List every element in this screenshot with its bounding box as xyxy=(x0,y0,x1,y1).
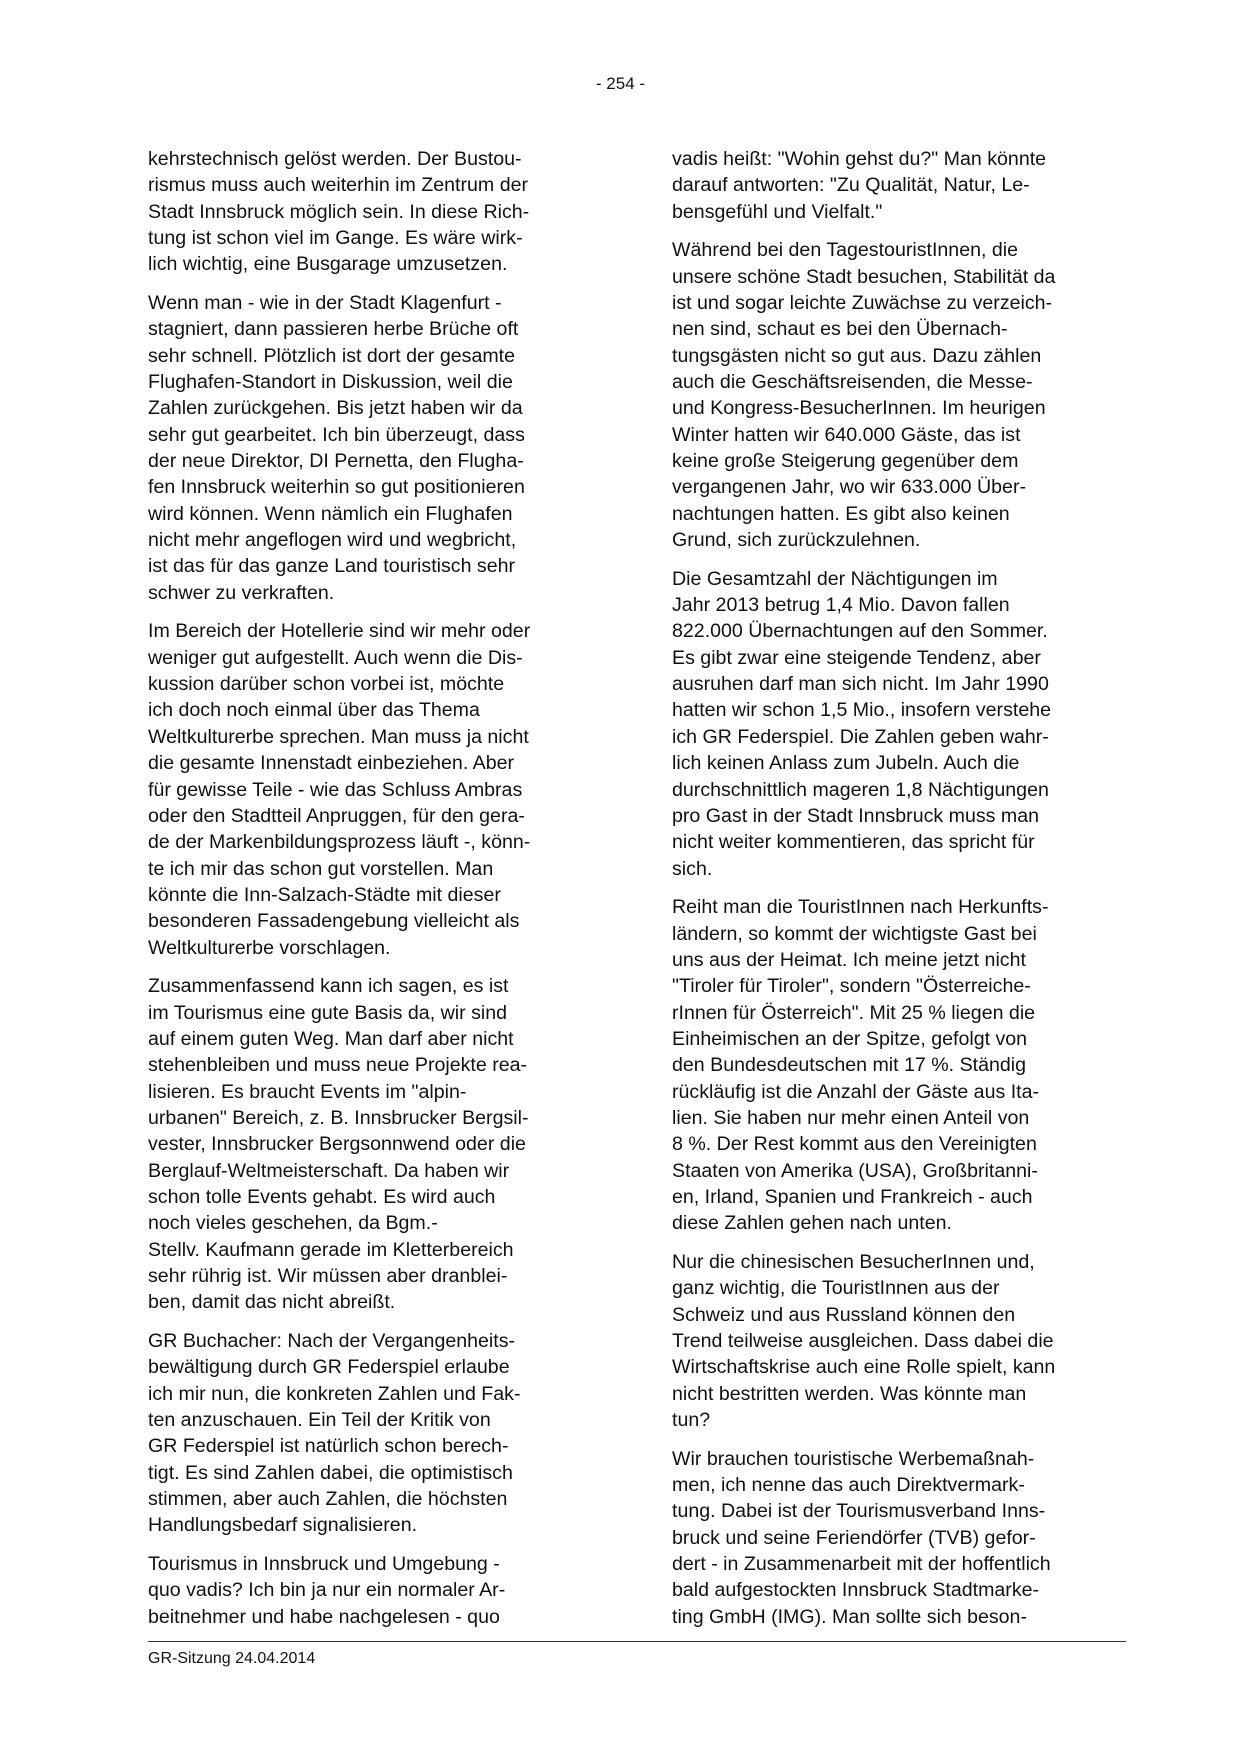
text-line: ausruhen darf man sich nicht. Im Jahr 1990 xyxy=(672,673,1049,696)
text-line: ist das für das ganze Land touristisch sehr xyxy=(148,555,516,578)
text-line: "Tiroler für Tiroler", sondern "Österreiche- xyxy=(672,975,1031,998)
text-line: dert - in Zusammenarbeit mit der hoffentlich xyxy=(672,1553,1051,1576)
text-line: Schweiz und aus Russland können den xyxy=(672,1303,1016,1326)
text-line: stimmen, aber auch Zahlen, die höchsten xyxy=(148,1488,508,1511)
text-line: besonderen Fassadengebung vielleicht als xyxy=(148,910,520,933)
text-line: Flughafen-Standort in Diskussion, weil die xyxy=(148,371,513,394)
paragraph xyxy=(148,1328,618,1539)
text-line: stehenbleiben und muss neue Projekte rea- xyxy=(148,1054,528,1077)
paragraph xyxy=(148,146,618,278)
text-line: unsere schöne Stadt besuchen, Stabilität da xyxy=(672,265,1056,288)
text-line: bruck und seine Feriendörfer (TVB) gefor- xyxy=(672,1526,1036,1549)
text-line: sehr schnell. Plötzlich ist dort der gesamte xyxy=(148,344,516,367)
text-line: ländern, so kommt der wichtigste Gast bei xyxy=(672,922,1037,945)
footer-divider xyxy=(148,1641,1126,1642)
text-line: vergangenen Jahr, wo wir 633.000 Über- xyxy=(672,476,1026,499)
text-line: uns aus der Heimat. Ich meine jetzt nicht xyxy=(672,948,1026,971)
text-line: lich wichtig, eine Busgarage umzusetzen. xyxy=(148,253,508,276)
text-line: Die Gesamtzahl der Nächtigungen im xyxy=(672,567,998,590)
text-line: wird können. Wenn nämlich ein Flughafen xyxy=(148,502,513,525)
text-line: rInnen für Österreich". Mit 25 % liegen die xyxy=(672,1001,1036,1024)
text-line: ich doch noch einmal über das Thema xyxy=(148,699,480,722)
text-line: darauf antworten: "Zu Qualität, Natur, Le- xyxy=(672,174,1030,197)
text-line: fen Innsbruck weiterhin so gut positionieren xyxy=(148,476,525,499)
text-line: Wenn man - wie in der Stadt Klagenfurt - xyxy=(148,292,502,315)
text-line: nen sind, schaut es bei den Übernach- xyxy=(672,318,1008,341)
text-line: im Tourismus eine gute Basis da, wir sind xyxy=(148,1001,508,1024)
text-line: Weltkulturerbe sprechen. Man muss ja nicht xyxy=(148,725,529,748)
text-line: durchschnittlich mageren 1,8 Nächtigungen xyxy=(672,778,1049,801)
text-line: den Bundesdeutschen mit 17 %. Ständig xyxy=(672,1054,1027,1077)
text-line: tung. Dabei ist der Tourismusverband Inns- xyxy=(672,1500,1046,1523)
text-line: Nur die chinesischen BesucherInnen und, xyxy=(672,1250,1035,1273)
text-line: tungsgästen nicht so gut aus. Dazu zählen xyxy=(672,344,1042,367)
text-line: vadis heißt: "Wohin gehst du?" Man könnte xyxy=(672,148,1047,170)
text-line: pro Gast in der Stadt Innsbruck muss man xyxy=(672,804,1040,827)
text-line: ich GR Federspiel. Die Zahlen geben wahr- xyxy=(672,725,1049,748)
text-line: Handlungsbedarf signalisieren. xyxy=(148,1514,418,1537)
text-line: tun? xyxy=(672,1409,711,1431)
paragraph xyxy=(672,146,1142,225)
text-line: GR Buchacher: Nach der Vergangenheits- xyxy=(148,1329,516,1352)
text-line: noch vieles geschehen, da Bgm.- xyxy=(148,1212,438,1235)
text-line: der neue Direktor, DI Pernetta, den Flugha- xyxy=(148,450,524,473)
text-line: die gesamte Innenstadt einbeziehen. Aber xyxy=(148,752,515,775)
paragraph xyxy=(672,237,1142,553)
text-line: lien. Sie haben nur mehr einen Anteil von xyxy=(672,1106,1030,1129)
paragraph xyxy=(148,1551,618,1630)
text-line: oder den Stadtteil Anpruggen, für den gera- xyxy=(148,804,525,827)
text-line: ist und sogar leichte Zuwächse zu verzeich- xyxy=(672,292,1053,315)
text-line: Reiht man die TouristInnen nach Herkunfts- xyxy=(672,896,1049,919)
text-line: schon tolle Events gehabt. Es wird auch xyxy=(148,1185,496,1208)
text-line: Wirtschaftskrise auch eine Rolle spielt, kann xyxy=(672,1356,1056,1379)
text-line: Winter hatten wir 640.000 Gäste, das ist xyxy=(672,423,1021,446)
text-line: hatten wir schon 1,5 Mio., insofern verstehe xyxy=(672,699,1052,722)
text-line: Zusammenfassend kann ich sagen, es ist xyxy=(148,975,509,998)
text-line: kehrstechnisch gelöst werden. Der Bustou- xyxy=(148,148,522,170)
text-line: weniger gut aufgestellt. Auch wenn die Dis- xyxy=(148,646,523,669)
text-line: ting GmbH (IMG). Man sollte sich beson- xyxy=(672,1605,1027,1628)
text-line: Wir brauchen touristische Werbemaßnah- xyxy=(672,1447,1035,1470)
text-line: diese Zahlen gehen nach unten. xyxy=(672,1212,952,1235)
footer-session-date: GR-Sitzung 24.04.2014 xyxy=(148,1650,316,1667)
text-line: rückläufig ist die Anzahl der Gäste aus Ita- xyxy=(672,1080,1040,1103)
text-line: vester, Innsbrucker Bergsonnwend oder die xyxy=(148,1133,526,1156)
text-line: lisieren. Es braucht Events im "alpin- xyxy=(148,1080,467,1103)
text-line: rismus muss auch weiterhin im Zentrum der xyxy=(148,174,529,197)
text-line: de der Markenbildungsprozess läuft -, könn- xyxy=(148,831,531,854)
text-line: ben, damit das nicht abreißt. xyxy=(148,1291,396,1314)
text-line: nachtungen hatten. Es gibt also keinen xyxy=(672,502,1010,525)
paragraph xyxy=(672,894,1142,1236)
text-line: Tourismus in Innsbruck und Umgebung - xyxy=(148,1553,500,1576)
text-line: bewältigung durch GR Federspiel erlaube xyxy=(148,1356,510,1379)
text-line: quo vadis? Ich bin ja nur ein normaler Ar- xyxy=(148,1579,506,1602)
text-line: für gewisse Teile - wie das Schluss Ambras xyxy=(148,778,523,801)
text-line: GR Federspiel ist natürlich schon berech- xyxy=(148,1435,509,1458)
text-line: auf einem guten Weg. Man darf aber nicht xyxy=(148,1027,514,1050)
text-line: nicht weiter kommentieren, das spricht für xyxy=(672,831,1035,854)
text-line: könnte die Inn-Salzach-Städte mit dieser xyxy=(148,883,501,906)
text-line: und Kongress-BesucherInnen. Im heurigen xyxy=(672,397,1046,420)
text-line: Stadt Innsbruck möglich sein. In diese Rich- xyxy=(148,200,530,223)
text-line: Im Bereich der Hotellerie sind wir mehr oder xyxy=(148,620,531,643)
text-line: Zahlen zurückgehen. Bis jetzt haben wir da xyxy=(148,397,523,420)
text-line: Grund, sich zurückzulehnen. xyxy=(672,529,921,552)
text-line: ganz wichtig, die TouristInnen aus der xyxy=(672,1277,1000,1300)
left-column xyxy=(148,146,618,1642)
paragraph xyxy=(672,1446,1142,1630)
text-line: Trend teilweise ausgleichen. Dass dabei die xyxy=(672,1329,1054,1352)
text-line: men, ich nenne das auch Direktvermark- xyxy=(672,1473,1025,1496)
text-line: stagniert, dann passieren herbe Brüche oft xyxy=(148,318,519,341)
text-line: auch die Geschäftsreisenden, die Messe- xyxy=(672,371,1033,394)
text-line: te ich mir das schon gut vorstellen. Man xyxy=(148,857,494,880)
text-line: nicht mehr angeflogen wird und wegbricht, xyxy=(148,529,517,552)
text-line: tigt. Es sind Zahlen dabei, die optimistisch xyxy=(148,1461,513,1484)
text-line: Berglauf-Weltmeisterschaft. Da haben wir xyxy=(148,1159,510,1182)
paragraph xyxy=(672,566,1142,882)
text-line: bald aufgestockten Innsbruck Stadtmarke- xyxy=(672,1579,1040,1602)
text-line: sich. xyxy=(672,857,713,880)
text-line: sehr gut gearbeitet. Ich bin überzeugt, dass xyxy=(148,423,525,446)
text-line: schwer zu verkraften. xyxy=(148,581,335,604)
text-line: urbanen" Bereich, z. B. Innsbrucker Bergsil- xyxy=(148,1106,529,1129)
text-line: tung ist schon viel im Gange. Es wäre wirk- xyxy=(148,227,523,250)
paragraph xyxy=(148,618,618,960)
text-line: Es gibt zwar eine steigende Tendenz, aber xyxy=(672,646,1041,669)
page-number: - 254 - xyxy=(595,74,646,93)
paragraph xyxy=(672,1249,1142,1433)
text-line: 8 %. Der Rest kommt aus den Vereinigten xyxy=(672,1133,1037,1156)
text-line: Weltkulturerbe vorschlagen. xyxy=(148,936,391,959)
paragraph xyxy=(148,290,618,606)
text-line: nicht bestritten werden. Was könnte man xyxy=(672,1382,1027,1405)
text-line: Einheimischen an der Spitze, gefolgt von xyxy=(672,1027,1028,1050)
text-line: lich keinen Anlass zum Jubeln. Auch die xyxy=(672,752,1020,775)
text-line: ten anzuschauen. Ein Teil der Kritik von xyxy=(148,1409,491,1431)
text-line: beitnehmer und habe nachgelesen - quo xyxy=(148,1605,500,1628)
right-column xyxy=(672,146,1142,1642)
text-line: kussion darüber schon vorbei ist, möchte xyxy=(148,673,505,696)
text-line: sehr rührig ist. Wir müssen aber dranblei- xyxy=(148,1264,508,1287)
text-line: Staaten von Amerika (USA), Großbritanni- xyxy=(672,1159,1038,1182)
text-line: en, Irland, Spanien und Frankreich - auch xyxy=(672,1185,1033,1208)
text-line: keine große Steigerung gegenüber dem xyxy=(672,450,1019,473)
text-line: Stellv. Kaufmann gerade im Kletterbereich xyxy=(148,1238,514,1261)
text-line: ich mir nun, die konkreten Zahlen und Fak- xyxy=(148,1382,521,1405)
text-line: Während bei den TagestouristInnen, die xyxy=(672,239,1019,262)
text-line: Jahr 2013 betrug 1,4 Mio. Davon fallen xyxy=(672,594,1010,617)
text-line: bensgefühl und Vielfalt." xyxy=(672,200,883,223)
paragraph xyxy=(148,973,618,1315)
text-line: 822.000 Übernachtungen auf den Sommer. xyxy=(672,620,1048,643)
